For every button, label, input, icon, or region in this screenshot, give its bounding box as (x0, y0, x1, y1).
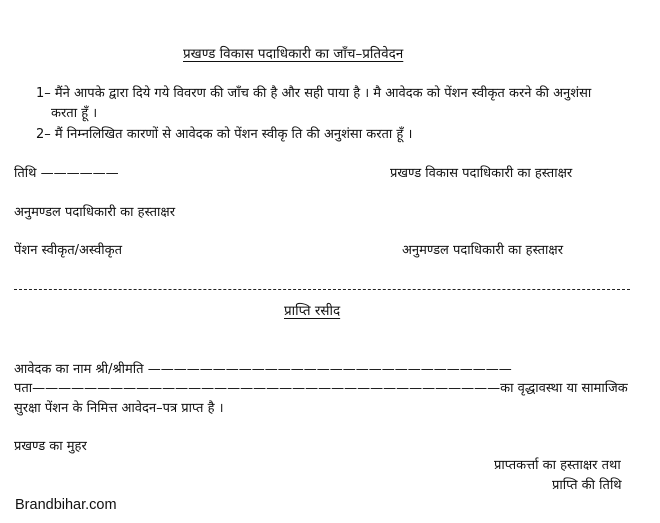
receiver-signature-label: प्राप्तकर्त्ता का हस्ताक्षर तथा (494, 458, 621, 473)
paragraph-1-line-2: करता हूँ । (51, 106, 98, 121)
watermark-text: Brandbihar.com (15, 497, 117, 513)
pension-status-label: पेंशन स्वीकृत/अस्वीकृत (14, 243, 122, 258)
paragraph-2: 2– मैं निम्नलिखित कारणों से आवेदक को पेंशन स्वीकृ ति की अनुशंसा करता हूँ । (36, 127, 413, 142)
sdo-signature-label-right: अनुमण्डल पदाधिकारी का हस्ताक्षर (402, 243, 564, 258)
date-label: तिथि —————— (14, 166, 119, 181)
sdo-signature-label-left: अनुमण्डल पदाधिकारी का हस्ताक्षर (14, 205, 176, 220)
bdo-signature-label: प्रखण्ड विकास पदाधिकारी का हस्ताक्षर (390, 166, 573, 181)
block-seal-label: प्रखण्ड का मुहर (14, 439, 87, 454)
applicant-name-line: आवेदक का नाम श्री/श्रीमति ———————————————————————————— (14, 362, 512, 377)
paragraph-1-line-1: 1– मैंने आपके द्वारा दिये गये विवरण की जाँच की है और सही पाया है । मै आवेदक को पेंशन स्वीकृत करने की अनुशंसा (36, 86, 592, 101)
receipt-date-label: प्राप्ति की तिथि (552, 478, 622, 493)
address-line: पता————————————————————————————————————का वृद्धावस्था या सामाजिक (14, 381, 628, 396)
cut-line-divider (14, 289, 630, 290)
receipt-title: प्राप्ति रसीद (284, 303, 341, 319)
form-title: प्रखण्ड विकास पदाधिकारी का जाँच–प्रतिवेदन (183, 46, 404, 62)
receipt-statement: सुरक्षा पेंशन के निमित्त आवेदन–पत्र प्राप्त है । (14, 401, 224, 416)
